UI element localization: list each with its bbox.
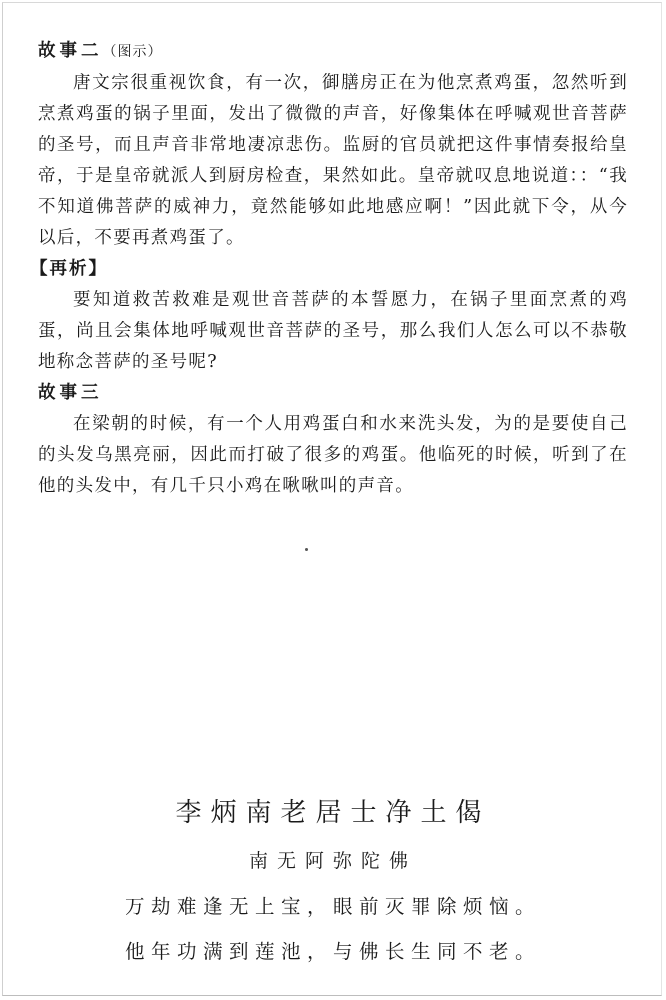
story2-paragraph: 唐文宗很重视饮食，有一次，御膳房正在为他烹煮鸡蛋，忽然听到烹煮鸡蛋的锅子里面，发出了微微的声音，好像集体在呼喊观世音菩萨的圣号，而且声音非常地凄凉悲伤。监厨的官员就把这件事情奏报给皇帝，于是皇帝就派人到厨房检查，果然如此。皇帝就叹息地说道：：“我不知道佛菩萨的威神力，竟然能够如此地感应啊！”因此就下令，从今以后，不要再煮鸡蛋了。 bbox=[38, 73, 628, 248]
story3-paragraph: 在梁朝的时候，有一个人用鸡蛋白和水来洗头发，为的是要使自己的头发乌黑亮丽，因此而打破了很多的鸡蛋。他临死的时候，听到了在他的头发中，有几千只小鸡在啾啾叫的声音。 bbox=[38, 414, 628, 496]
verse-subtitle: 南无阿弥陀佛 bbox=[248, 850, 417, 872]
verse-title: 李炳南老居士净土偈 bbox=[175, 798, 491, 828]
story2-heading-note: （图示） bbox=[102, 44, 163, 60]
verse-line-1: 万劫难逢无上宝，眼前灭罪除烦恼。 bbox=[124, 895, 541, 918]
analysis-heading: 【再析】 bbox=[30, 259, 108, 279]
document-body bbox=[30, 36, 628, 502]
story2-heading bbox=[38, 36, 628, 68]
verse-line-2: 他年功满到莲池，与佛长生同不老。 bbox=[124, 940, 541, 963]
story2-title: 故事二 bbox=[38, 41, 103, 61]
story3-heading: 故事三 bbox=[38, 383, 103, 403]
analysis-paragraph: 要知道救苦救难是观世音菩萨的本誓愿力，在锅子里面烹煮的鸡蛋，尚且会集体地呼喊观世音菩萨的圣号，那么我们人怎么可以不恭敬地称念菩萨的圣号呢? bbox=[38, 290, 628, 372]
ink-speck bbox=[305, 548, 308, 551]
